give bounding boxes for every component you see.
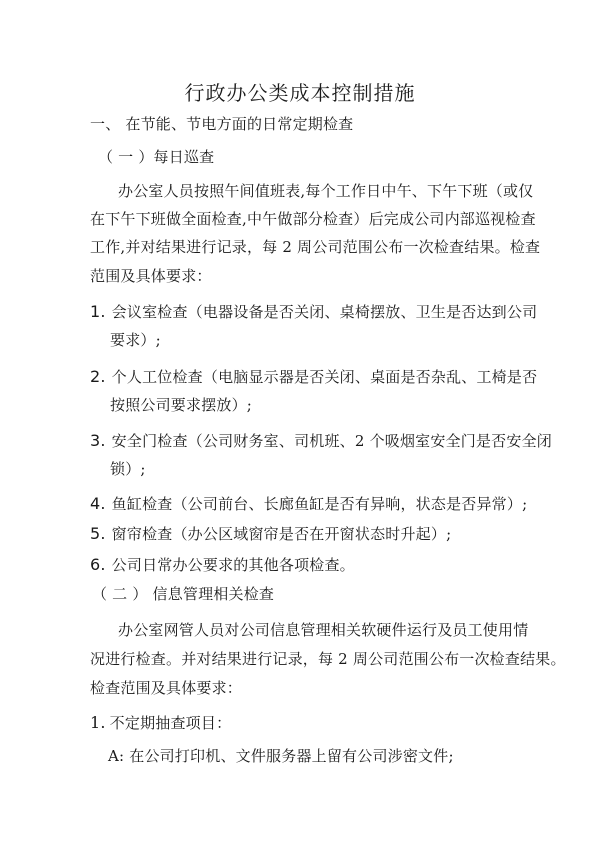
- subsection-1-heading: （ 一 ）每日巡查: [98, 148, 215, 166]
- paragraph-1-line-3: 工作,并对结果进行记录，每 2 周公司范围公布一次检查结果。检查: [90, 238, 541, 256]
- list-item-text: 会议室检查（电器设备是否关闭、桌椅摆放、卫生是否达到公司: [111, 303, 538, 321]
- paragraph-1-line-4: 范围及具体要求：: [90, 267, 212, 285]
- paragraph-2-line-2: 况进行检查。并对结果进行记录，每 2 周公司范围公布一次检查结果。: [90, 650, 566, 668]
- paragraph-2-line-3: 检查范围及具体要求：: [90, 679, 243, 697]
- list-item-3-continuation: 锁）;: [110, 460, 146, 478]
- list-item-2: [90, 367, 537, 387]
- list-item-number: 3.: [90, 431, 106, 450]
- subsection-2-heading: （ 二 ） 信息管理相关检查: [92, 585, 275, 603]
- list-item-text: 窗帘检查（办公区域窗帘是否在开窗状态时升起）;: [111, 525, 452, 543]
- list-item-text: 安全门检查（公司财务室、司机班、2 个吸烟室安全门是否安全闭: [111, 432, 552, 450]
- list-item-3: [90, 431, 552, 451]
- list-item-text: 个人工位检查（电脑显示器是否关闭、桌面是否杂乱、工椅是否: [111, 368, 538, 386]
- list-item-1-continuation: 要求）;: [110, 331, 161, 349]
- list-item-spot-check: [90, 713, 231, 733]
- list-item-number: 4.: [90, 494, 106, 513]
- list-item-4: [90, 494, 527, 514]
- list-item-text: 不定期抽查项目：: [109, 714, 232, 732]
- list-item-1: [90, 302, 537, 322]
- list-item-number: 2.: [90, 367, 106, 386]
- section-1-heading: 一、 在节能、节电方面的日常定期检查: [90, 115, 354, 133]
- list-item-number: 1.: [90, 713, 106, 732]
- list-item-6: [90, 555, 355, 575]
- paragraph-1-line-1: 办公室人员按照午间值班表,每个工作日中午、下午下班（或仅: [118, 182, 534, 200]
- list-item-number: 5.: [90, 524, 106, 543]
- paragraph-2-line-1: 办公室网管人员对公司信息管理相关软硬件运行及员工使用情: [118, 621, 529, 639]
- document-title: 行政办公类成本控制措施: [184, 81, 416, 105]
- list-item-a: A: 在公司打印机、文件服务器上留有公司涉密文件;: [108, 747, 454, 765]
- list-item-2-continuation: 按照公司要求摆放）;: [110, 396, 253, 414]
- list-item-text: 鱼缸检查（公司前台、长廊鱼缸是否有异响，状态是否异常）;: [111, 495, 528, 513]
- list-item-number: 6.: [90, 555, 106, 574]
- paragraph-1-line-2: 在下午下班做全面检查,中午做部分检查）后完成公司内部巡视检查: [90, 210, 536, 228]
- list-item-number: 1.: [90, 302, 106, 321]
- list-item-5: [90, 524, 451, 544]
- list-item-text: 公司日常办公要求的其他各项检查。: [111, 556, 355, 574]
